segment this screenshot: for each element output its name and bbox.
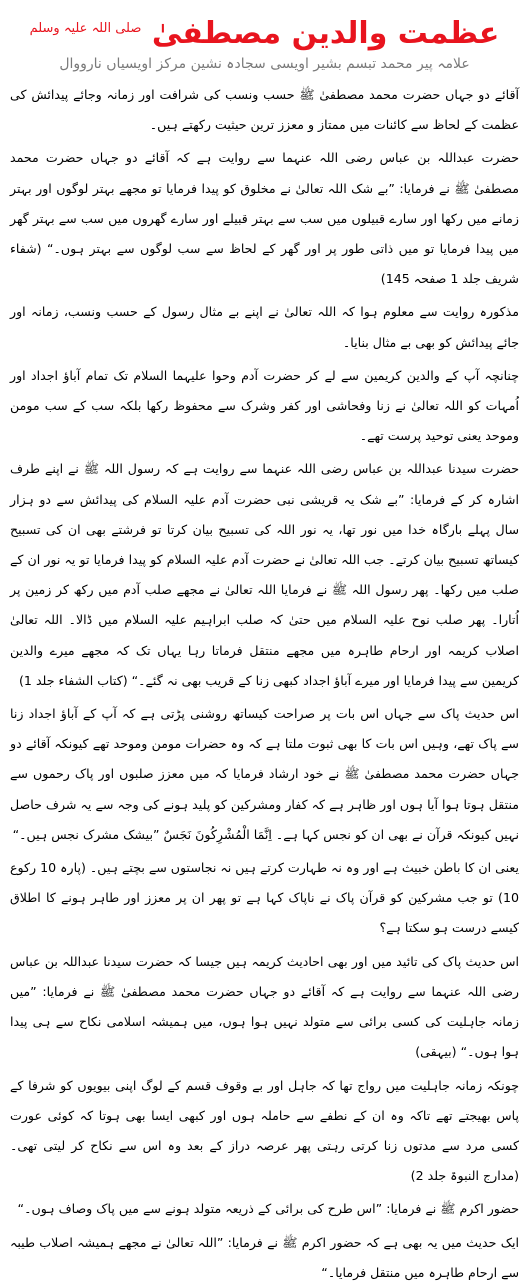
paragraph-9: چونکہ زمانہ جاہلیت میں رواج تھا کہ جاہل اور بے وقوف قسم کے لوگ اپنی بیویوں کو شرفا کے پاس بھیجتے تھے تاکہ وہ ان کے نطفے سے حاملہ ہوں اور کبھی ایسا بھی ہوتا کہ کوئی عورت کسی مرد سے مدتوں زنا کرتی رہتی پھر عرصہ دراز کے بعد وہ اس سے نکاح کر لیتی تھی۔ (مدارج النبوۃ جلد 2) — [10, 1077, 519, 1184]
paragraph-10: حضور اکرم ﷺ نے فرمایا: ”اس طرح کی برائی کے ذریعہ متولد ہونے سے میں پاک وصاف ہوں۔“ — [17, 1201, 519, 1217]
paragraph-6: اس حدیث پاک سے جہاں اس بات پر صراحت کیساتھ روشنی پڑتی ہے کہ آپ کے آباؤ اجداد زنا سے پاک تھے، وہیں اس بات کا بھی ثبوت ملتا ہے کہ وہ حضرات مومن وموحد تھے کیونکہ آقائے دو جہاں حضرت محمد مصطفیٰ ﷺ نے خود ارشاد فرمایا کہ میں معزز صلبوں اور پاک رحموں سے منتقل ہوتا ہوا آیا ہوں اور ظاہر ہے کہ کفار ومشرکین کو پلید ہونے کی وجہ سے یہ شرف حاصل نہیں کیونکہ قرآن نے بھی ان کو نجس کہا ہے۔ اِنَّمَا الْمُشْرِكُونَ نَجَسٌ ”بیشک مشرک نجس ہیں۔“ — [10, 706, 519, 842]
paragraph-4: چنانچہ آپ کے والدین کریمین سے لے کر حضرت آدم وحوا علیہما السلام تک تمام آباؤ اجداد اور اُمہات کو اللہ تعالیٰ نے زنا وفحاشی اور کفر وشرک سے محفوظ رکھا بلکہ سب کے سب مومن وموحد یعنی توحید پرست تھے۔ — [10, 367, 519, 444]
title-honorific: صلی اللہ علیہ وسلم — [29, 21, 142, 36]
paragraph-3: مذکورہ روایت سے معلوم ہوا کہ اللہ تعالیٰ نے اپنے بے مثال رسول کے حسب ونسب، زمانہ اور جائے پیدائش کو بھی بے مثال بنایا۔ — [10, 304, 519, 350]
article-title — [10, 8, 519, 52]
author-line: علامہ پیر محمد تبسم بشیر اویسی سجادہ نشین مرکز اویسیاں نارووال — [59, 56, 470, 72]
paragraph-8: اس حدیث پاک کی تائید میں اور بھی احادیث کریمہ ہیں جیسا کہ حضرت سیدنا عبداللہ بن عباس رضی اللہ عنہما سے روایت ہے کہ آقائے دو جہاں حضرت محمد مصطفیٰ ﷺ نے فرمایا: ”میں زمانہ جاہلیت کی کسی برائی سے متولد نہیں ہوا ہوں، میں ہمیشہ اسلامی نکاح سے ہی پیدا ہوا ہوں۔“ (بیہقی) — [10, 953, 519, 1060]
paragraph-7: یعنی ان کا باطن خبیث ہے اور وہ نہ طہارت کرتے ہیں نہ نجاستوں سے بچتے ہیں۔ (پارہ 10 رکوع 10) تو جب مشرکین کو قرآن پاک نے ناپاک کہا ہے تو پھر ان پر معزز اور طاہر ہونے کا اطلاق کیسے درست ہو سکتا ہے؟ — [10, 860, 519, 936]
paragraph-11: ایک حدیث میں یہ بھی ہے کہ حضور اکرم ﷺ نے فرمایا: ”اللہ تعالیٰ نے مجھے ہمیشہ اصلاب طیبہ سے ارحام طاہرہ میں منتقل فرمایا۔“ — [10, 1234, 519, 1280]
paragraph-5: حضرت سیدنا عبداللہ بن عباس رضی اللہ عنہما سے روایت ہے کہ رسول اللہ ﷺ نے اپنے طرف اشارہ کر کے فرمایا: ”بے شک یہ قریشی نبی حضرت آدم علیہ السلام کی پیدائش سے دو ہزار سال پہلے بارگاہ خدا میں نور تھا، یہ نور اللہ کی تسبیح بیان کرتا تو فرشتے بھی ان کی تسبیح کیساتھ تسبیح بیان کرتے۔ جب اللہ تعالیٰ نے حضرت آدم علیہ السلام کو پیدا فرمایا تو یہ نور ان کے صلب میں رکھا۔ پھر رسول اللہ ﷺ نے فرمایا اللہ تعالیٰ نے مجھے صلب آدم میں رکھ کر زمین پر اُتارا۔ پھر صلب نوح علیہ السلام میں حتیٰ کہ صلب ابراہیم علیہ السلام میں ڈالا۔ اللہ تعالیٰ اصلاب کریمہ اور ارحام طاہرہ میں مجھے منتقل فرماتا رہا یہاں تک کہ مجھے میرے والدین کریمین سے پیدا فرمایا اور میرے آباؤ اجداد کبھی زنا کے قریب بھی نہ گئے۔“ (کتاب الشفاء جلد 1) — [10, 461, 519, 688]
title-text: عظمت والدین مصطفیٰ — [151, 16, 500, 51]
paragraph-1: آقائے دو جہاں حضرت محمد مصطفیٰ ﷺ حسب ونسب کی شرافت اور زمانہ وجائے پیدائش کی عظمت کے لحاظ سے کائنات میں ممتاز و معزز ترین حیثیت رکھتے ہیں۔ — [10, 87, 519, 133]
article-body — [10, 80, 519, 1280]
paragraph-2: حضرت عبداللہ بن عباس رضی اللہ عنہما سے روایت ہے کہ آقائے دو جہاں حضرت محمد مصطفیٰ ﷺ نے فرمایا: ”بے شک اللہ تعالیٰ نے مخلوق کو پیدا فرمایا تو مجھے بہتر لوگوں اور بہتر زمانے میں رکھا اور سارے قبیلوں میں سب سے بہتر قبیلے اور سارے گھروں میں سب سے بہتر گھر میں پیدا فرمایا تو میں ذاتی طور پر اور گھر کے لحاظ سے سب لوگوں سے بہتر ہوں۔“ (شفاء شریف جلد 1 صفحہ 145) — [10, 150, 519, 287]
